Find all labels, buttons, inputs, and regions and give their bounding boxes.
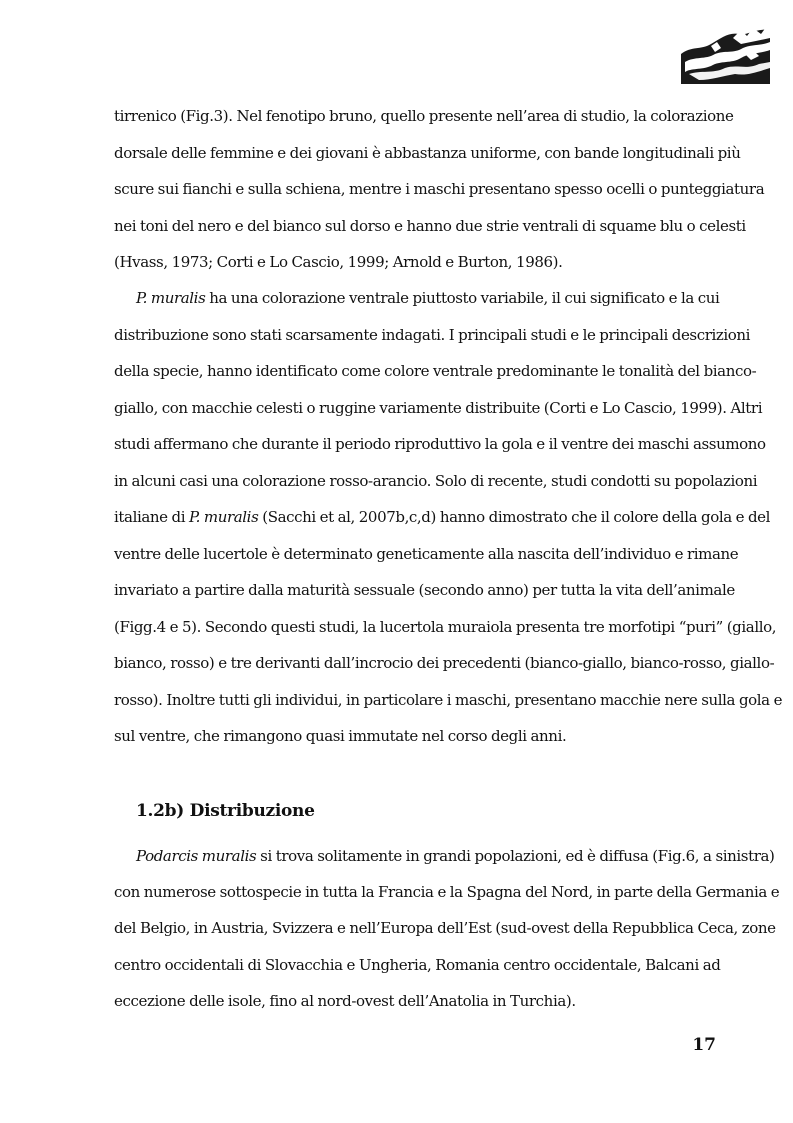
paragraph-2-line: (Figg.4 e 5). Secondo questi studi, la lucertola muraiola presenta tre morfotipi “puri” (giallo, [114,618,777,636]
line-text: italiane di [114,508,189,526]
paragraph-2-line: giallo, con macchie celesti o ruggine variamente distribuite (Corti e Lo Cascio, 1999). Altri [114,399,763,417]
paragraph-2-line: ventre delle lucertole è determinato geneticamente alla nascita dell’individuo e rimane [114,545,739,563]
paragraph-1-line: tirrenico (Fig.3). Nel fenotipo bruno, quello presente nell’area di studio, la colorazione [114,107,734,125]
paragraph-3-line: con numerose sottospecie in tutta la Francia e la Spagna del Nord, in parte della Germania e [114,883,780,901]
line-text: (Sacchi et al, 2007b,c,d) hanno dimostrato che il colore della gola e del [258,508,771,526]
paragraph-1-line: (Hvass, 1973; Corti e Lo Cascio, 1999; Arnold e Burton, 1986). [114,253,563,271]
line-text: ha una colorazione ventrale piuttosto variabile, il cui significato e la cui [205,289,720,307]
paragraph-2-line: sul ventre, che rimangono quasi immutate nel corso degli anni. [114,727,567,745]
paragraph-1-line: nei toni del nero e del bianco sul dorso e hanno due strie ventrali di squame blu o celesti [114,217,746,235]
paragraph-3-line: eccezione delle isole, fino al nord-ovest dell’Anatolia in Turchia). [114,992,576,1010]
paragraph-2-line: studi affermano che durante il periodo riproduttivo la gola e il ventre dei maschi assumono [114,435,766,453]
species-name: P. muralis [188,508,259,526]
section-heading: 1.2b) Distribuzione [136,801,315,821]
paragraph-2-line [114,288,720,308]
species-name: P. muralis [136,289,206,307]
paragraph-2-line: bianco, rosso) e tre derivanti dall’incrocio dei precedenti (bianco-giallo, bianco-rosso, giallo- [114,654,775,672]
paragraph-2-line: in alcuni casi una colorazione rosso-arancio. Solo di recente, studi condotti su popolazioni [114,472,758,490]
page-number: 17 [692,1035,716,1055]
paragraph-3-line: centro occidentali di Slovacchia e Ungheria, Romania centro occidentale, Balcani ad [114,956,721,974]
paragraph-3-line [114,846,775,866]
paragraph-2-line: della specie, hanno identificato come colore ventrale predominante le tonalità del bianco- [114,362,757,380]
paragraph-2-line: distribuzione sono stati scarsamente indagati. I principali studi e le principali descrizioni [114,326,751,344]
paragraph-1-line: dorsale delle femmine e dei giovani è abbastanza uniforme, con bande longitudinali più [114,144,741,162]
paragraph-2-line [114,507,771,527]
landscape-photo-icon [681,24,770,84]
paragraph-2-line: rosso). Inoltre tutti gli individui, in particolare i maschi, presentano macchie nere sulla gola e [114,691,783,709]
paragraph-3-line: del Belgio, in Austria, Svizzera e nell’Europa dell’Est (sud-ovest della Repubblica Ceca, zone [114,919,776,937]
line-text: si trova solitamente in grandi popolazioni, ed è diffusa (Fig.6, a sinistra) [256,847,775,865]
paragraph-1-line: scure sui fianchi e sulla schiena, mentre i maschi presentano spesso ocelli o punteggiatura [114,180,765,198]
species-name: Podarcis muralis [136,847,257,865]
paragraph-2-line: invariato a partire dalla maturità sessuale (secondo anno) per tutta la vita dell’animale [114,581,735,599]
